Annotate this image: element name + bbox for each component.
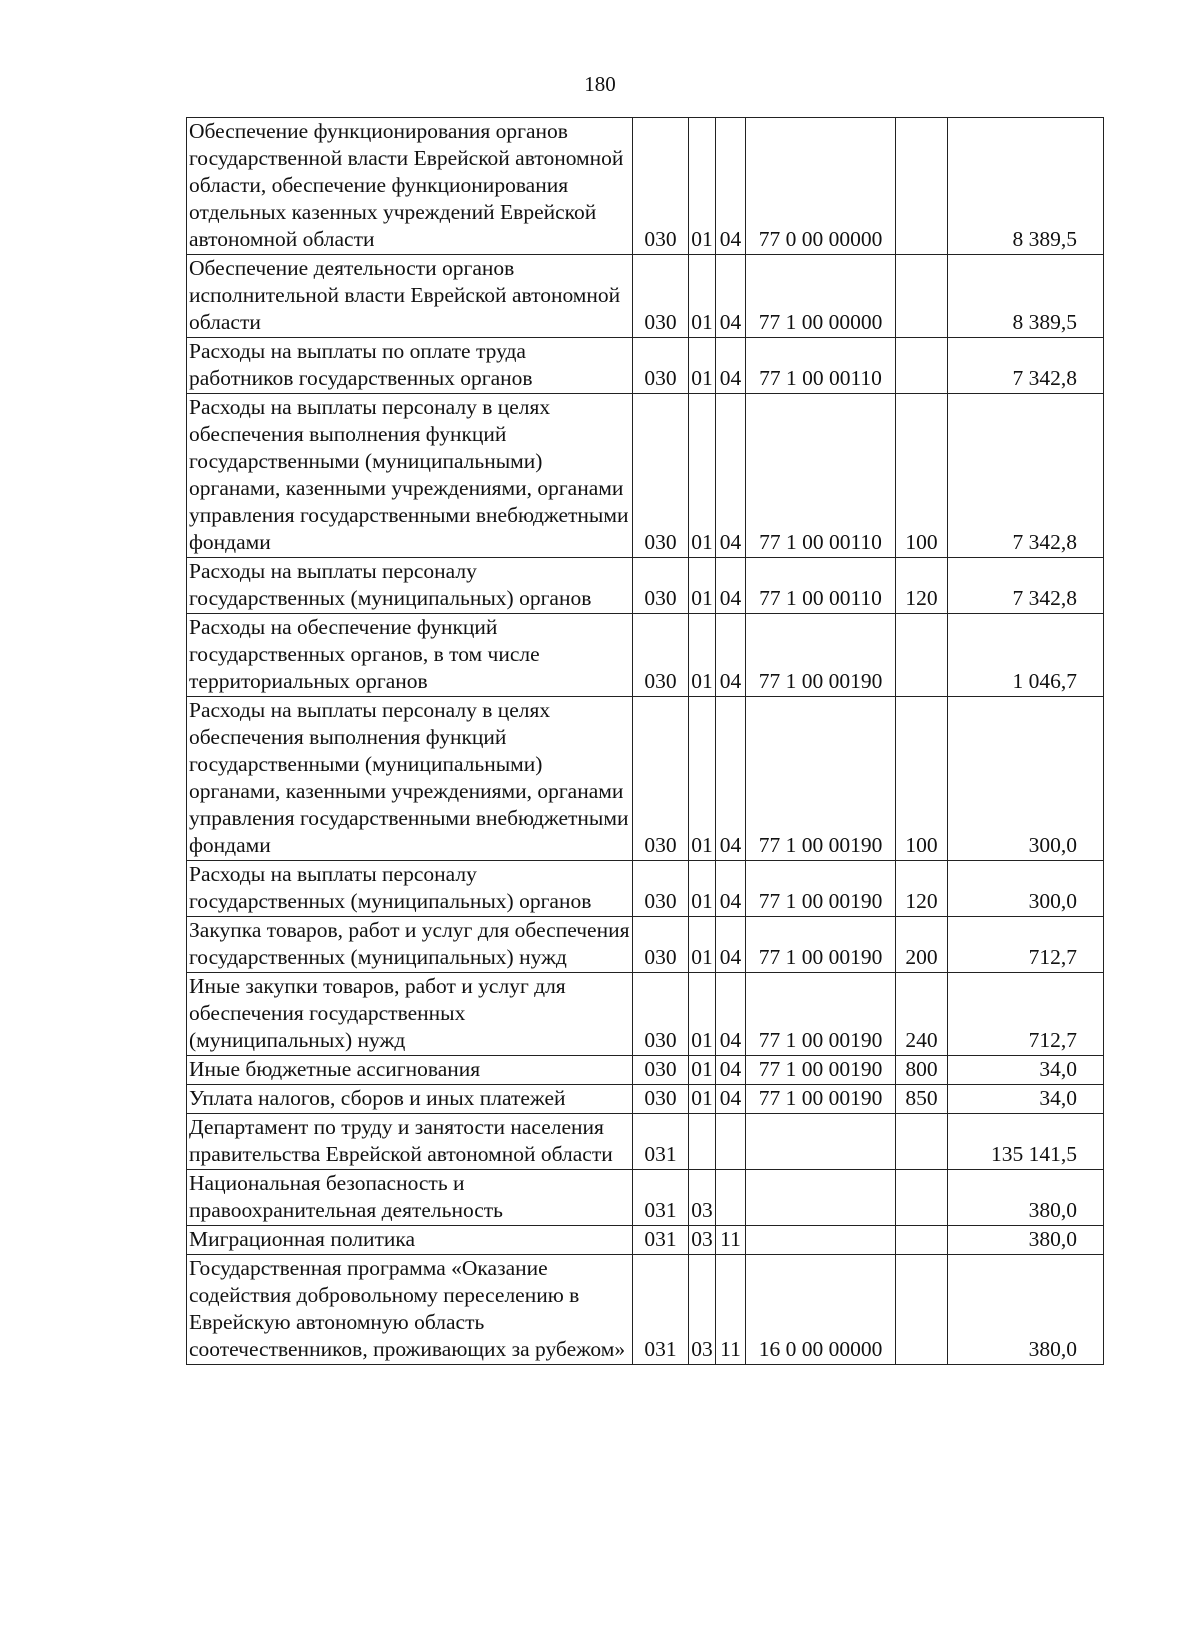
subsection-code: 04 (716, 973, 746, 1056)
expense-type (896, 338, 948, 394)
target-article: 77 1 00 00190 (746, 614, 896, 697)
subsection-code (716, 1114, 746, 1170)
table-row (187, 1226, 1104, 1255)
section-code: 01 (689, 118, 716, 255)
target-article: 77 1 00 00190 (746, 973, 896, 1056)
table-row (187, 255, 1104, 338)
target-article: 77 1 00 00190 (746, 697, 896, 861)
expense-type (896, 1255, 948, 1365)
budget-table (186, 117, 1104, 1365)
amount: 712,7 (948, 973, 1104, 1056)
target-article: 77 1 00 00190 (746, 861, 896, 917)
subsection-code: 04 (716, 917, 746, 973)
section-code: 01 (689, 558, 716, 614)
table-row (187, 338, 1104, 394)
subsection-code: 11 (716, 1226, 746, 1255)
row-description: Обеспечение деятельности органов исполнительной власти Еврейской автономной области (187, 255, 633, 338)
table-row (187, 1085, 1104, 1114)
row-description: Расходы на обеспечение функций государственных органов, в том числе территориальных органов (187, 614, 633, 697)
amount: 380,0 (948, 1226, 1104, 1255)
target-article: 77 1 00 00190 (746, 1056, 896, 1085)
table-row (187, 1255, 1104, 1365)
amount: 34,0 (948, 1085, 1104, 1114)
admin-code: 030 (633, 614, 689, 697)
target-article: 77 1 00 00190 (746, 917, 896, 973)
section-code: 01 (689, 917, 716, 973)
subsection-code (716, 1170, 746, 1226)
expense-type (896, 1170, 948, 1226)
table-row (187, 1170, 1104, 1226)
subsection-code: 04 (716, 394, 746, 558)
row-description: Расходы на выплаты по оплате труда работников государственных органов (187, 338, 633, 394)
row-description: Уплата налогов, сборов и иных платежей (187, 1085, 633, 1114)
table-row (187, 558, 1104, 614)
section-code: 01 (689, 697, 716, 861)
amount: 7 342,8 (948, 394, 1104, 558)
amount: 300,0 (948, 697, 1104, 861)
amount: 135 141,5 (948, 1114, 1104, 1170)
subsection-code: 04 (716, 255, 746, 338)
amount: 7 342,8 (948, 558, 1104, 614)
section-code: 01 (689, 338, 716, 394)
subsection-code: 04 (716, 1085, 746, 1114)
expense-type: 120 (896, 861, 948, 917)
admin-code: 030 (633, 1085, 689, 1114)
subsection-code: 04 (716, 338, 746, 394)
section-code: 01 (689, 973, 716, 1056)
expense-type: 120 (896, 558, 948, 614)
section-code: 01 (689, 394, 716, 558)
subsection-code: 04 (716, 118, 746, 255)
section-code: 01 (689, 861, 716, 917)
admin-code: 030 (633, 917, 689, 973)
table-row (187, 1114, 1104, 1170)
expense-type (896, 614, 948, 697)
section-code: 03 (689, 1170, 716, 1226)
amount: 300,0 (948, 861, 1104, 917)
table-row (187, 1056, 1104, 1085)
admin-code: 030 (633, 861, 689, 917)
admin-code: 030 (633, 118, 689, 255)
admin-code: 031 (633, 1170, 689, 1226)
subsection-code: 04 (716, 861, 746, 917)
target-article: 77 1 00 00110 (746, 394, 896, 558)
expense-type (896, 255, 948, 338)
row-description: Государственная программа «Оказание содействия добровольному переселению в Еврейскую автономную область соотечественников, проживающих за рубежом» (187, 1255, 633, 1365)
admin-code: 030 (633, 338, 689, 394)
subsection-code: 04 (716, 1056, 746, 1085)
table-row (187, 917, 1104, 973)
table-row (187, 861, 1104, 917)
expense-type: 800 (896, 1056, 948, 1085)
section-code: 01 (689, 1085, 716, 1114)
row-description: Департамент по труду и занятости населения правительства Еврейской автономной области (187, 1114, 633, 1170)
expense-type: 240 (896, 973, 948, 1056)
amount: 8 389,5 (948, 255, 1104, 338)
amount: 1 046,7 (948, 614, 1104, 697)
page-number: 180 (584, 72, 616, 96)
row-description: Национальная безопасность и правоохранительная деятельность (187, 1170, 633, 1226)
admin-code: 030 (633, 973, 689, 1056)
row-description: Расходы на выплаты персоналу государственных (муниципальных) органов (187, 861, 633, 917)
target-article (746, 1170, 896, 1226)
amount: 380,0 (948, 1255, 1104, 1365)
admin-code: 031 (633, 1255, 689, 1365)
amount: 712,7 (948, 917, 1104, 973)
budget-table-body (187, 118, 1104, 1365)
row-description: Расходы на выплаты персоналу в целях обеспечения выполнения функций государственными (муниципальными) органами, казенными учреждениями, органами управления государственными внебюджетными фондами (187, 394, 633, 558)
expense-type: 100 (896, 697, 948, 861)
row-description: Обеспечение функционирования органов государственной власти Еврейской автономной области, обеспечение функционирования отдельных казенных учреждений Еврейской автономной области (187, 118, 633, 255)
section-code: 01 (689, 255, 716, 338)
target-article: 77 0 00 00000 (746, 118, 896, 255)
amount: 380,0 (948, 1170, 1104, 1226)
subsection-code: 04 (716, 614, 746, 697)
table-row (187, 118, 1104, 255)
target-article (746, 1226, 896, 1255)
subsection-code: 04 (716, 697, 746, 861)
row-description: Миграционная политика (187, 1226, 633, 1255)
target-article: 77 1 00 00000 (746, 255, 896, 338)
subsection-code: 04 (716, 558, 746, 614)
section-code: 01 (689, 1056, 716, 1085)
target-article: 77 1 00 00190 (746, 1085, 896, 1114)
expense-type (896, 1114, 948, 1170)
admin-code: 031 (633, 1226, 689, 1255)
table-row (187, 697, 1104, 861)
expense-type: 100 (896, 394, 948, 558)
amount: 7 342,8 (948, 338, 1104, 394)
amount: 34,0 (948, 1056, 1104, 1085)
section-code: 01 (689, 614, 716, 697)
subsection-code: 11 (716, 1255, 746, 1365)
expense-type: 200 (896, 917, 948, 973)
table-row (187, 614, 1104, 697)
table-row (187, 973, 1104, 1056)
section-code: 03 (689, 1255, 716, 1365)
section-code: 03 (689, 1226, 716, 1255)
row-description: Закупка товаров, работ и услуг для обеспечения государственных (муниципальных) нужд (187, 917, 633, 973)
row-description: Расходы на выплаты персоналу государственных (муниципальных) органов (187, 558, 633, 614)
row-description: Расходы на выплаты персоналу в целях обеспечения выполнения функций государственными (муниципальными) органами, казенными учреждениями, органами управления государственными внебюджетными фондами (187, 697, 633, 861)
admin-code: 030 (633, 697, 689, 861)
row-description: Иные бюджетные ассигнования (187, 1056, 633, 1085)
admin-code: 031 (633, 1114, 689, 1170)
expense-type: 850 (896, 1085, 948, 1114)
row-description: Иные закупки товаров, работ и услуг для обеспечения государственных (муниципальных) нужд (187, 973, 633, 1056)
admin-code: 030 (633, 558, 689, 614)
expense-type (896, 118, 948, 255)
admin-code: 030 (633, 255, 689, 338)
target-article: 77 1 00 00110 (746, 338, 896, 394)
amount: 8 389,5 (948, 118, 1104, 255)
admin-code: 030 (633, 394, 689, 558)
target-article: 77 1 00 00110 (746, 558, 896, 614)
section-code (689, 1114, 716, 1170)
target-article: 16 0 00 00000 (746, 1255, 896, 1365)
target-article (746, 1114, 896, 1170)
expense-type (896, 1226, 948, 1255)
table-row (187, 394, 1104, 558)
admin-code: 030 (633, 1056, 689, 1085)
